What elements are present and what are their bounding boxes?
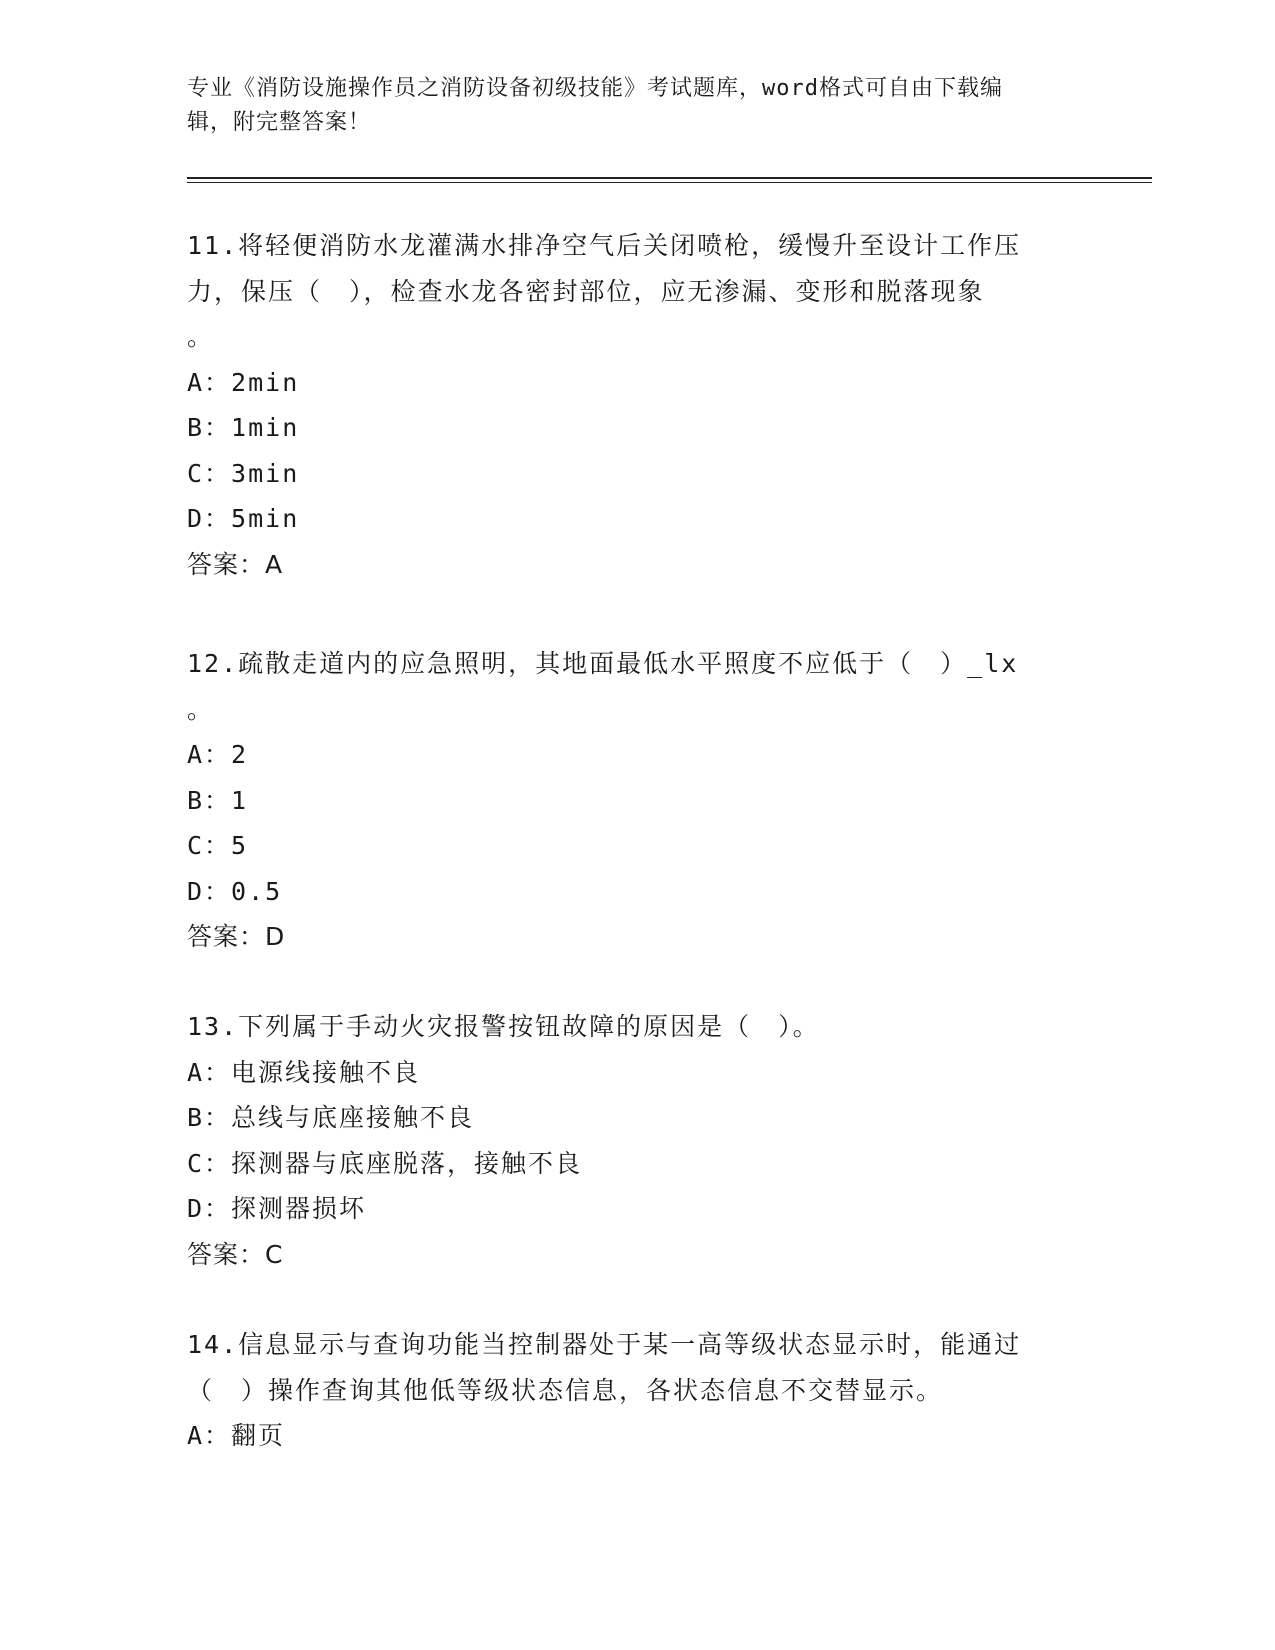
question-stem-line: 14.信息显示与查询功能当控制器处于某一高等级状态显示时，能通过 <box>187 1330 1022 1359</box>
header-line-2: 辑，附完整答案！ <box>187 110 372 135</box>
question-13 <box>187 1004 1067 1277</box>
document-header <box>187 72 1067 140</box>
option-a: A：电源线接触不良 <box>187 1057 421 1087</box>
question-stem-line: （ ）操作查询其他低等级状态信息，各状态信息不交替显示。 <box>187 1375 944 1405</box>
question-stem-line: 13.下列属于手动火灾报警按钮故障的原因是（ ）。 <box>187 1012 820 1041</box>
question-stem-line: 。 <box>187 694 215 724</box>
answer: 答案：A <box>187 549 284 579</box>
question-stem-line: 12.疏散走道内的应急照明，其地面最低水平照度不应低于（ ）_lx <box>187 649 1019 678</box>
question-stem-line: 11.将轻便消防水龙灌满水排净空气后关闭喷枪，缓慢升至设计工作压 <box>187 231 1022 260</box>
option-d: D：探测器损坏 <box>187 1194 367 1223</box>
question-12 <box>187 641 1067 960</box>
option-a: A：翻页 <box>187 1421 286 1450</box>
option-a: A：2min <box>187 367 300 397</box>
question-stem-line: 。 <box>187 322 215 351</box>
header-line-1: 专业《消防设施操作员之消防设备初级技能》考试题库，word格式可自由下载编 <box>187 76 1003 101</box>
question-stem-line: 力，保压（ ），检查水龙各密封部位，应无渗漏、变形和脱落现象 <box>187 276 985 306</box>
option-a: A：2 <box>187 740 249 769</box>
option-c: C：5 <box>187 831 249 860</box>
option-c: C：3min <box>187 458 300 488</box>
header-divider <box>187 177 1152 183</box>
option-d: D：0.5 <box>187 876 283 906</box>
answer: 答案：C <box>187 1239 284 1269</box>
option-d: D：5min <box>187 504 300 533</box>
option-b: B：总线与底座接触不良 <box>187 1103 475 1132</box>
option-b: B：1min <box>187 413 300 442</box>
question-11 <box>187 223 1067 587</box>
answer: 答案：D <box>187 922 286 951</box>
option-b: B：1 <box>187 785 249 815</box>
option-c: C：探测器与底座脱落，接触不良 <box>187 1148 583 1178</box>
question-14 <box>187 1322 1067 1459</box>
